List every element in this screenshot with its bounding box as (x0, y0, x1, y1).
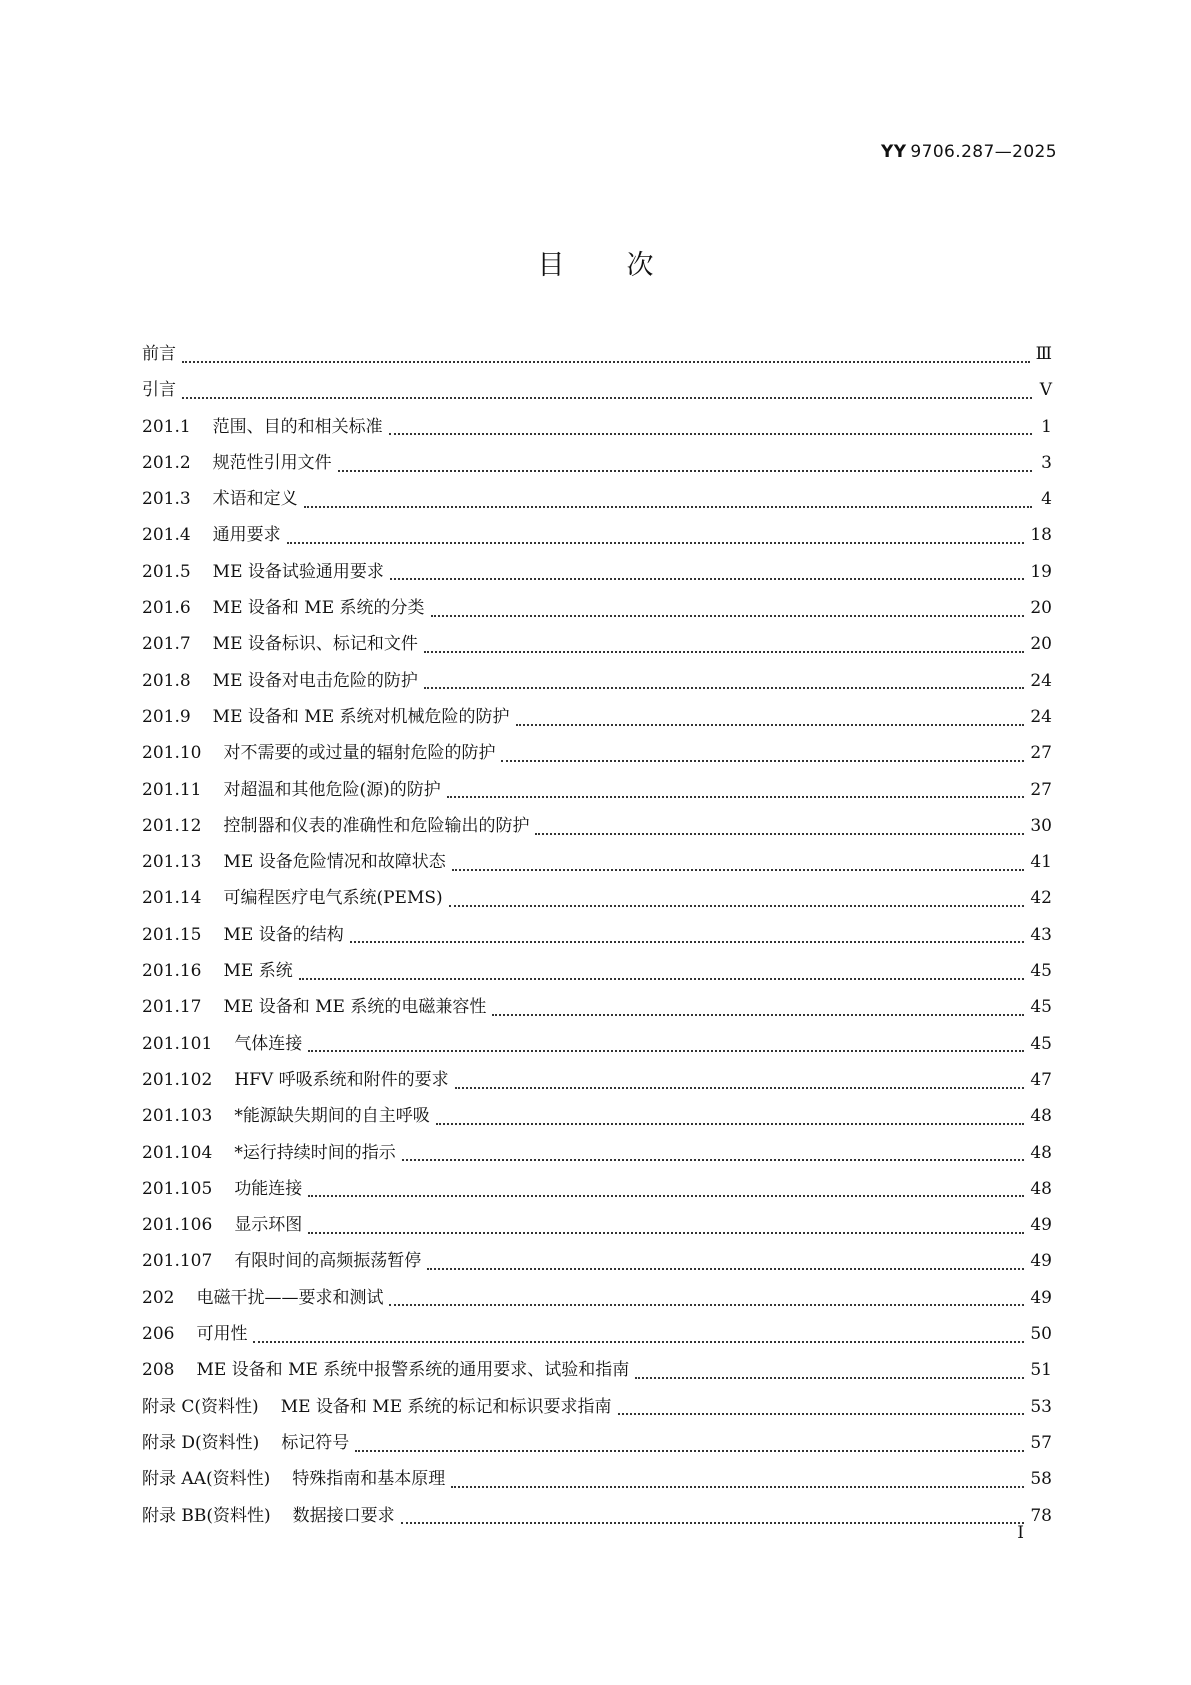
toc-entry-title: 电磁干扰——要求和测试 (196, 1287, 384, 1308)
toc-entry-number: 208 (142, 1360, 175, 1381)
standard-code: 9706.287—2025 (910, 142, 1057, 162)
toc-entry-number: 201.107 (142, 1251, 213, 1272)
toc-entry[interactable] (142, 1428, 1052, 1464)
toc-entry-number: 201.15 (142, 924, 202, 945)
toc-entry-number: 201.101 (142, 1033, 213, 1054)
dot-leader (308, 1231, 1024, 1234)
toc-entry[interactable] (142, 1101, 1052, 1137)
toc-entry-title: 术语和定义 (212, 489, 298, 510)
toc-entry-page: 20 (1030, 598, 1052, 619)
toc-entry-title: 特殊指南和基本原理 (292, 1469, 446, 1490)
toc-entry-page: 53 (1030, 1396, 1052, 1417)
toc-entry[interactable] (142, 1501, 1052, 1537)
toc-entry-title: *能源缺失期间的自主呼吸 (234, 1106, 430, 1127)
toc-entry-page: 41 (1030, 852, 1052, 873)
toc-entry-title: ME 设备对电击危险的防护 (212, 670, 418, 691)
dot-leader (635, 1376, 1024, 1379)
toc-entry-title: ME 设备和 ME 系统的电磁兼容性 (223, 997, 487, 1018)
toc-entry-page: 20 (1030, 634, 1052, 655)
toc-entry-number: 201.7 (142, 634, 191, 655)
toc-entry[interactable] (142, 775, 1052, 811)
toc-entry-number: 201.16 (142, 961, 202, 982)
toc-entry-title: 数据接口要求 (292, 1505, 395, 1526)
toc-entry-page: 48 (1030, 1106, 1052, 1127)
dot-leader (308, 1049, 1024, 1052)
toc-entry-number: 201.3 (142, 489, 191, 510)
toc-entry-title: 引言 (142, 380, 176, 401)
toc-entry-number: 201.8 (142, 670, 191, 691)
toc-entry-number: 201.106 (142, 1215, 213, 1236)
toc-entry-number: 附录 C(资料性) (142, 1396, 259, 1417)
toc-entry-page: 45 (1030, 961, 1052, 982)
dot-leader (402, 1158, 1025, 1161)
toc-entry[interactable] (142, 557, 1052, 593)
toc-entry-page: 49 (1030, 1287, 1052, 1308)
toc-entry-page: 3 (1041, 452, 1052, 473)
dot-leader (287, 541, 1025, 544)
toc-entry-number: 201.13 (142, 852, 202, 873)
toc-entry[interactable] (142, 484, 1052, 520)
toc-entry-number: 201.14 (142, 888, 202, 909)
dot-leader (618, 1412, 1025, 1415)
dot-leader (389, 1303, 1024, 1306)
toc-entry[interactable] (142, 593, 1052, 629)
toc-entry-number: 201.1 (142, 416, 191, 437)
dot-leader (299, 977, 1025, 980)
toc-entry-page: 24 (1030, 706, 1052, 727)
toc-entry[interactable] (142, 1174, 1052, 1210)
toc-entry-title: 控制器和仪表的准确性和危险输出的防护 (223, 815, 530, 836)
toc-entry-page: 24 (1030, 670, 1052, 691)
standard-prefix: YY (880, 142, 907, 162)
toc-entry-number: 201.2 (142, 452, 191, 473)
toc-entry-page: 49 (1030, 1251, 1052, 1272)
toc-entry-page: 47 (1030, 1069, 1052, 1090)
toc-entry-number: 201.102 (142, 1069, 213, 1090)
toc-entry-page: 27 (1030, 743, 1052, 764)
toc-entry-title: ME 系统 (223, 961, 293, 982)
dot-leader (308, 1194, 1024, 1197)
toc-entry[interactable] (142, 448, 1052, 484)
toc-entry-title: 范围、目的和相关标准 (212, 416, 383, 437)
dot-leader (516, 723, 1025, 726)
toc-entry-number: 201.104 (142, 1142, 213, 1163)
toc-entry-number: 201.5 (142, 561, 191, 582)
toc-entry[interactable] (142, 1464, 1052, 1500)
toc-entry-page: 4 (1041, 489, 1052, 510)
toc-entry-page: 48 (1030, 1142, 1052, 1163)
toc-entry-page: 51 (1030, 1360, 1052, 1381)
table-of-contents (142, 339, 1052, 1537)
page-title: 目次 (537, 250, 716, 281)
standard-number (881, 142, 1057, 162)
toc-entry-number: 206 (142, 1324, 175, 1345)
toc-entry[interactable] (142, 847, 1052, 883)
toc-entry-page: 43 (1030, 924, 1052, 945)
dot-leader (501, 759, 1024, 762)
dot-leader (424, 650, 1024, 653)
toc-entry-number: 201.103 (142, 1106, 213, 1127)
toc-entry-title: *运行持续时间的指示 (234, 1142, 396, 1163)
dot-leader (492, 1013, 1024, 1016)
toc-entry-number: 201.105 (142, 1178, 213, 1199)
toc-entry-page: Ⅴ (1039, 380, 1052, 401)
toc-entry-title: 通用要求 (212, 525, 281, 546)
dot-leader (182, 396, 1032, 399)
toc-entry[interactable] (142, 1319, 1052, 1355)
toc-entry-page: 78 (1030, 1505, 1052, 1526)
toc-entry[interactable] (142, 920, 1052, 956)
dot-leader (431, 614, 1025, 617)
toc-entry-page: Ⅲ (1035, 344, 1052, 364)
toc-entry-title: ME 设备和 ME 系统的标记和标识要求指南 (280, 1396, 612, 1417)
toc-entry[interactable] (142, 1355, 1052, 1391)
toc-entry-number: 201.10 (142, 743, 202, 764)
toc-entry[interactable] (142, 883, 1052, 919)
toc-entry-page: 30 (1030, 815, 1052, 836)
toc-entry-page: 45 (1030, 997, 1052, 1018)
toc-entry-title: ME 设备试验通用要求 (212, 561, 384, 582)
toc-entry-number: 201.4 (142, 525, 191, 546)
dot-leader (451, 1485, 1024, 1488)
dot-leader (427, 1267, 1024, 1270)
toc-entry-number: 201.17 (142, 997, 202, 1018)
dot-leader (355, 1449, 1024, 1452)
toc-entry-title: 规范性引用文件 (212, 452, 332, 473)
toc-entry-number: 附录 D(资料性) (142, 1432, 260, 1453)
toc-entry[interactable] (142, 520, 1052, 556)
toc-entry-page: 49 (1030, 1215, 1052, 1236)
toc-entry-title: 有限时间的高频振荡暂停 (234, 1251, 422, 1272)
toc-entry-page: 27 (1030, 779, 1052, 800)
dot-leader (447, 795, 1025, 798)
toc-entry-title: HFV 呼吸系统和附件的要求 (234, 1069, 449, 1090)
dot-leader (182, 360, 1030, 363)
toc-entry[interactable] (142, 1283, 1052, 1319)
toc-entry[interactable] (142, 1138, 1052, 1174)
toc-entry-page: 50 (1030, 1324, 1052, 1345)
dot-leader (253, 1340, 1024, 1343)
toc-entry-title: 前言 (142, 344, 176, 364)
toc-entry-title: 显示环图 (234, 1215, 303, 1236)
toc-entry-page: 45 (1030, 1033, 1052, 1054)
toc-entry-title: ME 设备和 ME 系统中报警系统的通用要求、试验和指南 (196, 1360, 630, 1381)
dot-leader (401, 1521, 1025, 1524)
toc-entry-title: ME 设备和 ME 系统的分类 (212, 598, 425, 619)
dot-leader (455, 1086, 1025, 1089)
toc-entry-title: 功能连接 (234, 1178, 303, 1199)
toc-entry-page: 48 (1030, 1178, 1052, 1199)
toc-entry[interactable] (142, 738, 1052, 774)
toc-entry-page: 18 (1030, 525, 1052, 546)
toc-entry[interactable] (142, 992, 1052, 1028)
toc-entry-title: 气体连接 (234, 1033, 303, 1054)
dot-leader (350, 940, 1025, 943)
toc-entry[interactable] (142, 1029, 1052, 1065)
toc-entry-number: 附录 AA(资料性) (142, 1469, 271, 1490)
toc-entry[interactable] (142, 1392, 1052, 1428)
toc-entry-page: 58 (1030, 1469, 1052, 1490)
toc-entry-title: ME 设备的结构 (223, 924, 344, 945)
toc-entry[interactable] (142, 956, 1052, 992)
toc-entry-number: 附录 BB(资料性) (142, 1505, 271, 1526)
toc-entry-title: 标记符号 (281, 1432, 350, 1453)
toc-entry-title: 对超温和其他危险(源)的防护 (223, 779, 441, 800)
dot-leader (304, 505, 1032, 508)
dot-leader (449, 904, 1025, 907)
dot-leader (535, 832, 1024, 835)
toc-entry[interactable] (142, 1210, 1052, 1246)
toc-entry-number: 201.9 (142, 706, 191, 727)
toc-entry[interactable] (142, 1065, 1052, 1101)
dot-leader (452, 868, 1025, 871)
toc-entry[interactable] (142, 339, 1052, 375)
toc-entry[interactable] (142, 375, 1052, 411)
toc-entry[interactable] (142, 412, 1052, 448)
dot-leader (436, 1122, 1025, 1125)
toc-entry[interactable] (142, 702, 1052, 738)
toc-entry[interactable] (142, 811, 1052, 847)
toc-entry-title: 可编程医疗电气系统(PEMS) (223, 888, 443, 909)
toc-entry[interactable] (142, 666, 1052, 702)
dot-leader (338, 469, 1032, 472)
toc-entry-title: 对不需要的或过量的辐射危险的防护 (223, 743, 496, 764)
toc-entry-page: 19 (1030, 561, 1052, 582)
dot-leader (389, 432, 1032, 435)
toc-entry-number: 201.12 (142, 815, 202, 836)
dot-leader (390, 577, 1024, 580)
toc-entry-number: 201.6 (142, 598, 191, 619)
toc-entry-page: 42 (1030, 888, 1052, 909)
toc-entry[interactable] (142, 1246, 1052, 1282)
toc-entry[interactable] (142, 629, 1052, 665)
toc-entry-title: ME 设备标识、标记和文件 (212, 634, 418, 655)
toc-entry-title: ME 设备和 ME 系统对机械危险的防护 (212, 706, 510, 727)
toc-entry-page: 1 (1041, 416, 1052, 437)
toc-entry-title: ME 设备危险情况和故障状态 (223, 852, 446, 873)
toc-entry-title: 可用性 (196, 1324, 248, 1345)
dot-leader (424, 686, 1024, 689)
toc-entry-number: 202 (142, 1287, 175, 1308)
page-number: Ⅰ (1017, 1523, 1024, 1543)
toc-entry-number: 201.11 (142, 779, 202, 800)
toc-entry-page: 57 (1030, 1432, 1052, 1453)
